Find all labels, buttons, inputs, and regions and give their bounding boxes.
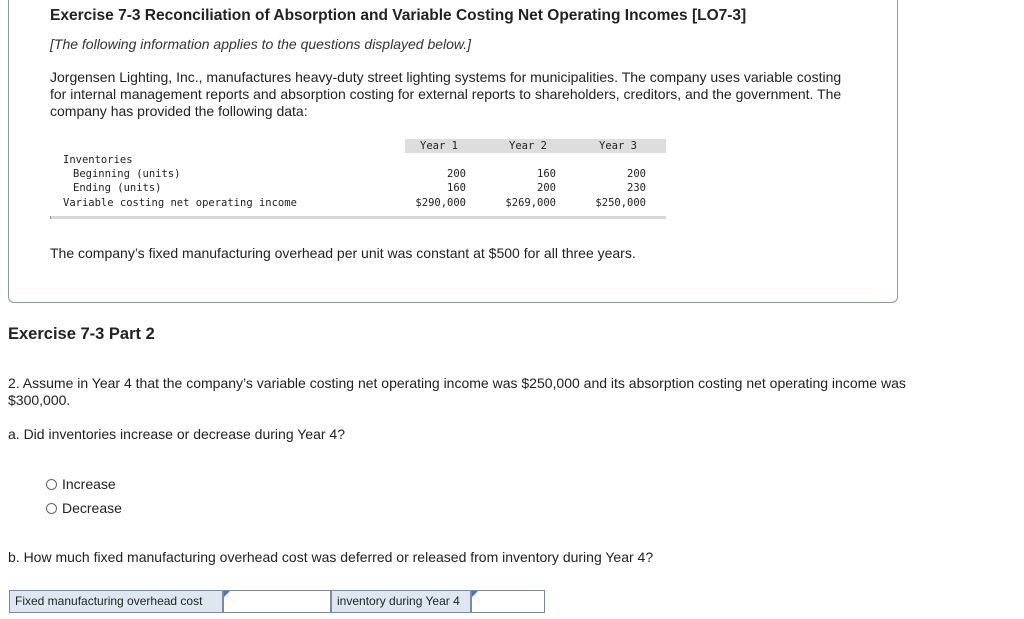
exercise-title: Exercise 7-3 Reconciliation of Absorption and Variable Costing Net Operating Incomes [LO7-3] (50, 7, 747, 24)
col-header-year3: Year 3 (599, 140, 637, 152)
answer-row (9, 590, 545, 613)
radio-increase-icon[interactable] (46, 479, 57, 490)
cell-ending-year3: 230 (627, 182, 646, 194)
row-label-beginning: Beginning (units) (73, 168, 181, 180)
option-increase[interactable] (46, 476, 116, 492)
cell-beginning-year3: 200 (627, 168, 646, 180)
option-decrease-label: Decrease (62, 500, 122, 516)
col-header-year1: Year 1 (420, 140, 458, 152)
cell-ending-year1: 160 (447, 182, 466, 194)
cell-ending-year2: 200 (537, 182, 556, 194)
overhead-note: The company’s fixed manufacturing overhead per unit was constant at $500 for all three years. (50, 245, 636, 261)
deferred-released-input[interactable] (224, 591, 330, 612)
table-header (50, 139, 666, 153)
cell-income-year3: $250,000 (595, 197, 646, 209)
cell-income-year1: $290,000 (415, 197, 466, 209)
answer-label-overhead: Fixed manufacturing overhead cost (9, 590, 223, 613)
question-2: 2. Assume in Year 4 that the company’s variable costing net operating income was $250,000 and its absorption costing net operating income was $300,000. (8, 375, 906, 408)
option-decrease[interactable] (46, 500, 122, 516)
question-b: b. How much fixed manufacturing overhead cost was deferred or released from inventory during Year 4? (8, 549, 654, 565)
part-title: Exercise 7-3 Part 2 (8, 325, 155, 343)
intro-paragraph: Jorgensen Lighting, Inc., manufactures heavy-duty street lighting systems for municipalities. The company uses variable costing for internal management reports and absorption costing for external reports to shareholders, creditors, and the government. The company has provided the following data: (50, 69, 842, 119)
answer-label-inventory: inventory during Year 4 (331, 590, 471, 613)
section-label-inventories: Inventories (63, 154, 133, 166)
col-header-year2: Year 2 (509, 140, 547, 152)
row-label-net-income: Variable costing net operating income (63, 197, 297, 209)
row-label-ending: Ending (units) (73, 182, 162, 194)
cell-beginning-year1: 200 (447, 168, 466, 180)
overhead-amount-input[interactable] (472, 591, 544, 612)
table-bottom-rule (50, 216, 666, 219)
cell-income-year2: $269,000 (505, 197, 556, 209)
option-increase-label: Increase (62, 476, 116, 492)
deferred-released-dropdown[interactable] (223, 590, 331, 613)
cell-beginning-year2: 160 (537, 168, 556, 180)
question-a: a. Did inventories increase or decrease during Year 4? (8, 426, 345, 442)
overhead-amount-field[interactable] (471, 590, 545, 613)
inventory-data-table (50, 139, 666, 209)
info-subtitle: [The following information applies to the questions displayed below.] (50, 36, 472, 52)
radio-decrease-icon[interactable] (46, 503, 57, 514)
